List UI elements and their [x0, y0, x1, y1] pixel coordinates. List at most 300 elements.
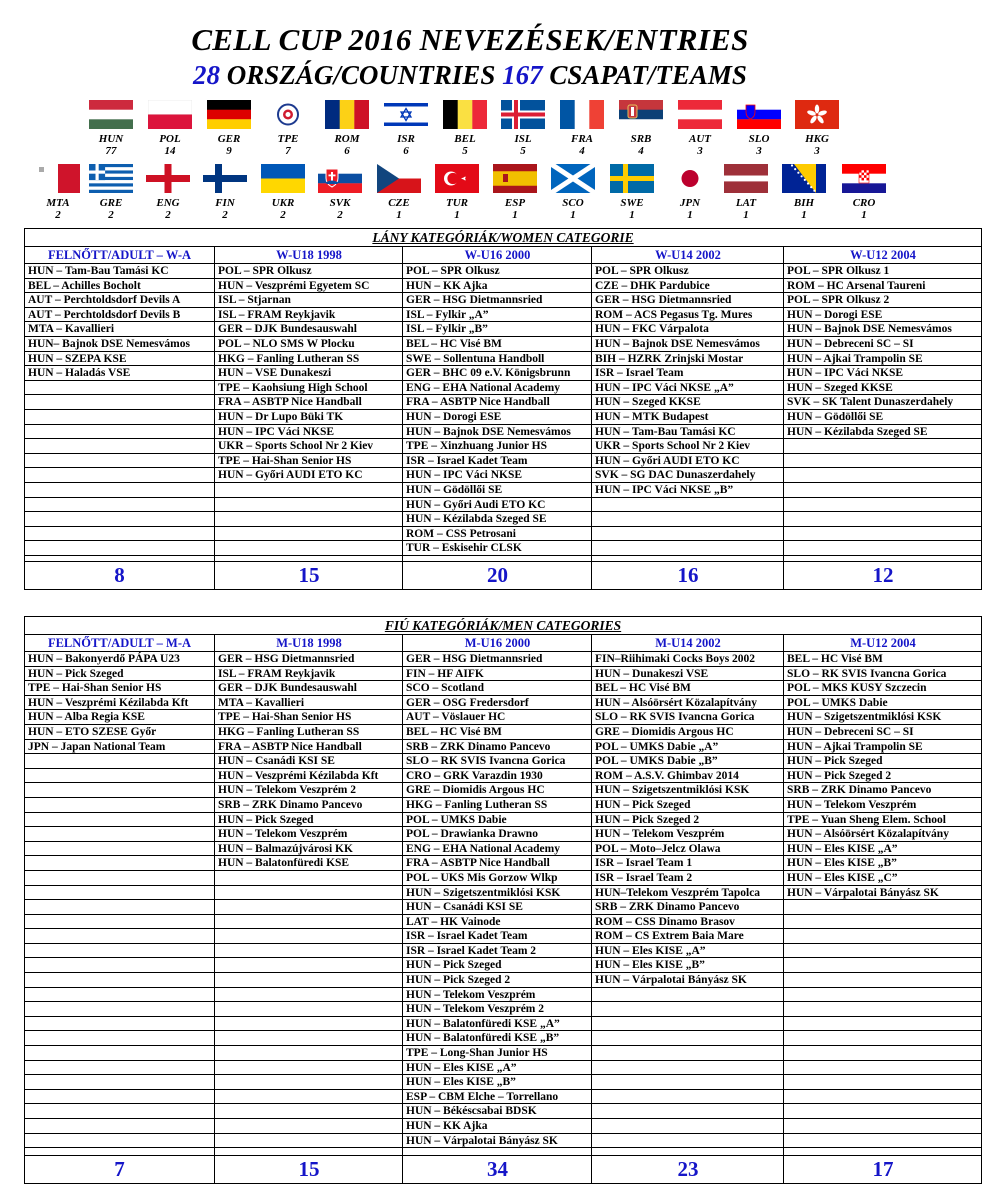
country-isr	[376, 100, 436, 157]
team-entry: JPN – Japan National Team	[25, 740, 214, 755]
teams-count: 167	[502, 60, 543, 90]
empty-cell	[592, 1002, 784, 1017]
team-entry: HUN – Ajkai Trampolin SE	[784, 352, 982, 367]
empty-cell	[784, 900, 982, 915]
team-entry: BEL – HC Visé BM	[784, 652, 982, 667]
team-count: 6	[344, 145, 350, 157]
empty-cell	[215, 886, 403, 901]
team-count: 1	[629, 209, 635, 221]
flag-ukraine-icon	[261, 164, 305, 193]
team-entry: HUN – Szigetszentmiklósi KSK	[403, 886, 592, 901]
team-entry: HUN – Eles KISE „B”	[592, 958, 784, 973]
empty-cell	[784, 1017, 982, 1032]
empty-cell	[592, 1104, 784, 1119]
country-code: POL	[159, 133, 181, 145]
empty-cell	[592, 1017, 784, 1032]
team-count: 3	[756, 145, 762, 157]
country-code: FRA	[570, 133, 593, 145]
page-subtitle	[0, 60, 940, 91]
empty-cell	[784, 498, 982, 513]
team-entry: SRB – ZRK Dinamo Pancevo	[784, 783, 982, 798]
team-entry: BEL – HC Visé BM	[403, 337, 592, 352]
team-entry: ROM – CSS Dinamo Brasov	[592, 915, 784, 930]
empty-cell	[25, 483, 214, 498]
country-bel	[435, 100, 495, 157]
team-entry: GER – DJK Bundesauswahl	[215, 322, 403, 337]
empty-cell	[784, 1119, 982, 1134]
team-entry: GRE – Diomidis Argous HC	[592, 725, 784, 740]
team-entry: UKR – Sports School Nr 2 Kiev	[592, 439, 784, 454]
country-sco	[543, 164, 603, 221]
team-entry: HUN–Telekom Veszprém Tapolca	[592, 886, 784, 901]
empty-cell	[592, 988, 784, 1003]
empty-cell	[25, 1134, 214, 1149]
country-code: TUR	[446, 197, 468, 209]
men-section-title: FIÚ KATEGÓRIÁK/MEN CATEGORIES	[25, 617, 981, 635]
team-entry: POL – MKS KUSY Szczecin	[784, 681, 982, 696]
category-total: 16	[592, 561, 784, 589]
team-count: 1	[396, 209, 402, 221]
team-entry: ROM – CSS Petrosani	[403, 527, 592, 542]
men-category-column	[783, 635, 982, 1183]
country-code: ISR	[397, 133, 415, 145]
empty-cell	[25, 527, 214, 542]
flag-austria-icon	[678, 100, 722, 129]
empty-cell	[25, 827, 214, 842]
country-code: JPN	[679, 197, 701, 209]
country-swe	[602, 164, 662, 221]
empty-cell	[25, 856, 214, 871]
empty-cell	[25, 1002, 214, 1017]
women-category-column	[25, 247, 214, 589]
empty-cell	[784, 1104, 982, 1119]
team-entry: HUN – Veszprémi Kézilabda Kft	[25, 696, 214, 711]
team-entry: HUN – Pick Szeged	[25, 667, 214, 682]
country-code: UKR	[271, 197, 295, 209]
team-entry: HUN – Telekom Veszprém	[784, 798, 982, 813]
empty-cell	[215, 512, 403, 527]
team-entry: HUN – Bajnok DSE Nemesvámos	[784, 322, 982, 337]
category-header: M-U16 2000	[403, 635, 592, 652]
team-entry: ISL – Fylkir „A”	[403, 308, 592, 323]
team-entry: HUN – Pick Szeged 2	[784, 769, 982, 784]
team-entry: HUN – Szeged KKSE	[784, 381, 982, 396]
flag-romania-icon	[325, 100, 369, 129]
men-category-column	[591, 635, 784, 1183]
empty-cell	[215, 929, 403, 944]
flag-france-icon	[560, 100, 604, 129]
team-entry: ENG – EHA National Academy	[403, 842, 592, 857]
team-entry: HUN – Telekom Veszprém	[592, 827, 784, 842]
team-entry: HUN – Győri AUDI ETO KC	[215, 468, 403, 483]
team-entry: ENG – EHA National Academy	[403, 381, 592, 396]
team-entry: HUN – Eles KISE „A”	[784, 842, 982, 857]
category-header: W-U16 2000	[403, 247, 592, 264]
country-bih	[774, 164, 834, 221]
team-entry: MTA – Kavallieri	[215, 696, 403, 711]
team-entry: HKG – Fanling Lutheran SS	[403, 798, 592, 813]
team-entry: HUN – Várpalotai Bányász SK	[592, 973, 784, 988]
empty-cell	[784, 512, 982, 527]
team-entry: TPE – Hai-Shan Senior HS	[215, 454, 403, 469]
empty-cell	[25, 1104, 214, 1119]
empty-cell	[25, 900, 214, 915]
country-code: ROM	[334, 133, 360, 145]
team-entry: TPE – Xinzhuang Junior HS	[403, 439, 592, 454]
team-entry: HUN – Debreceni SC – SI	[784, 337, 982, 352]
team-entry: HKG – Fanling Lutheran SS	[215, 352, 403, 367]
team-entry: HUN– Bajnok DSE Nemesvámos	[25, 337, 214, 352]
team-entry: SVK – SK Talent Dunaszerdahely	[784, 395, 982, 410]
flag-chinese-taipei-icon	[266, 100, 310, 129]
country-hkg	[787, 100, 847, 157]
team-entry: ROM – ACS Pegasus Tg. Mures	[592, 308, 784, 323]
team-entry: HUN – Kézilabda Szeged SE	[784, 425, 982, 440]
team-entry: HUN – Debreceni SC – SI	[784, 725, 982, 740]
team-entry: HUN – IPC Váci NKSE	[784, 366, 982, 381]
empty-cell	[25, 1061, 214, 1076]
empty-cell	[215, 541, 403, 556]
team-count: 7	[285, 145, 291, 157]
empty-cell	[784, 929, 982, 944]
flag-iceland-icon	[501, 100, 545, 129]
empty-cell	[215, 1075, 403, 1090]
countries-label: ORSZÁG/COUNTRIES	[226, 60, 496, 90]
flag-hong-kong-icon	[795, 100, 839, 129]
flag-serbia-icon	[619, 100, 663, 129]
country-ukr	[253, 164, 313, 221]
country-code: FIN	[215, 197, 235, 209]
team-entry: ISR – Israel Kadet Team 2	[403, 944, 592, 959]
team-entry: ROM – HC Arsenal Taureni	[784, 279, 982, 294]
team-entry: AUT – Perchtoldsdorf Devils A	[25, 293, 214, 308]
empty-cell	[25, 1090, 214, 1105]
men-category-column	[214, 635, 403, 1183]
team-entry: HUN – Dorogi ESE	[784, 308, 982, 323]
country-pol	[140, 100, 200, 157]
team-entry: ROM – CS Extrem Baia Mare	[592, 929, 784, 944]
empty-cell	[25, 498, 214, 513]
women-category-column	[402, 247, 592, 589]
empty-cell	[592, 1075, 784, 1090]
category-total: 7	[25, 1155, 214, 1183]
empty-cell	[25, 1031, 214, 1046]
empty-cell	[215, 871, 403, 886]
empty-cell	[215, 1017, 403, 1032]
team-entry: HUN – Várpalotai Bányász SK	[784, 886, 982, 901]
team-count: 1	[687, 209, 693, 221]
empty-cell	[784, 527, 982, 542]
empty-cell	[215, 1104, 403, 1119]
empty-cell	[592, 498, 784, 513]
empty-cell	[25, 798, 214, 813]
flag-czech-icon	[377, 164, 421, 193]
team-entry: HUN – Balatonfüredi KSE „B”	[403, 1031, 592, 1046]
team-entry: ISL – FRAM Reykjavik	[215, 667, 403, 682]
team-entry: MTA – Kavallieri	[25, 322, 214, 337]
team-entry: HUN – Pick Szeged	[592, 798, 784, 813]
women-category-column	[783, 247, 982, 589]
flag-hungary-icon	[89, 100, 133, 129]
country-gre	[81, 164, 141, 221]
country-slo	[729, 100, 789, 157]
team-entry: HUN – Pick Szeged	[784, 754, 982, 769]
category-header: W-U14 2002	[592, 247, 784, 264]
team-entry: POL – UMKS Dabie	[403, 813, 592, 828]
team-entry: SVK – SG DAC Dunaszerdahely	[592, 468, 784, 483]
flag-germany-icon	[207, 100, 251, 129]
flag-bosnia-icon	[782, 164, 826, 193]
flag-belgium-icon	[443, 100, 487, 129]
team-count: 9	[226, 145, 232, 157]
team-count: 5	[462, 145, 468, 157]
team-entry: HUN – IPC Váci NKSE „A”	[592, 381, 784, 396]
country-code: CRO	[852, 197, 876, 209]
empty-cell	[25, 754, 214, 769]
team-entry: FRA – ASBTP Nice Handball	[403, 856, 592, 871]
team-entry: FRA – ASBTP Nice Handball	[215, 740, 403, 755]
team-entry: POL – UKS Mis Gorzow Wlkp	[403, 871, 592, 886]
empty-cell	[784, 541, 982, 556]
women-categories-table	[24, 228, 982, 590]
category-total: 15	[215, 1155, 403, 1183]
team-count: 4	[579, 145, 585, 157]
team-entry: HUN – Eles KISE „A”	[592, 944, 784, 959]
team-count: 3	[697, 145, 703, 157]
country-code: AUT	[689, 133, 711, 145]
team-entry: BEL – HC Visé BM	[592, 681, 784, 696]
flag-croatia-icon	[842, 164, 886, 193]
empty-cell	[784, 1061, 982, 1076]
empty-cell	[25, 915, 214, 930]
empty-cell	[25, 944, 214, 959]
team-entry: UKR – Sports School Nr 2 Kiev	[215, 439, 403, 454]
team-entry: HUN – ETO SZESE Győr	[25, 725, 214, 740]
team-entry: BEL – Achilles Bocholt	[25, 279, 214, 294]
team-count: 2	[280, 209, 286, 221]
team-entry: GER – HSG Dietmannsried	[403, 652, 592, 667]
team-entry: FRA – ASBTP Nice Handball	[215, 395, 403, 410]
team-entry: HUN – Győri AUDI ETO KC	[592, 454, 784, 469]
country-fin	[195, 164, 255, 221]
country-code: ISL	[514, 133, 532, 145]
empty-cell	[592, 1119, 784, 1134]
country-tur	[427, 164, 487, 221]
team-entry: GER – HSG Dietmannsried	[403, 293, 592, 308]
empty-cell	[25, 988, 214, 1003]
country-cze	[369, 164, 429, 221]
team-entry: POL – UMKS Dabie „B”	[592, 754, 784, 769]
country-code: TPE	[277, 133, 299, 145]
team-entry: AUT – Vöslauer HC	[403, 710, 592, 725]
flag-sweden-icon	[610, 164, 654, 193]
team-entry: LAT – HK Vainode	[403, 915, 592, 930]
country-code: SCO	[562, 197, 584, 209]
team-entry: HUN – Veszprémi Kézilabda Kft	[215, 769, 403, 784]
country-rom	[317, 100, 377, 157]
team-entry: POL – SPR Olkusz	[403, 264, 592, 279]
empty-cell	[215, 1061, 403, 1076]
empty-cell	[215, 944, 403, 959]
team-entry: ISL – Fylkir „B”	[403, 322, 592, 337]
team-entry: HUN – Tam-Bau Tamási KC	[592, 425, 784, 440]
team-entry: HUN – Telekom Veszprém	[215, 827, 403, 842]
team-count: 2	[222, 209, 228, 221]
team-entry: TPE – Hai-Shan Senior HS	[25, 681, 214, 696]
empty-cell	[215, 1046, 403, 1061]
category-total: 17	[784, 1155, 982, 1183]
team-entry: ISL – FRAM Reykjavik	[215, 308, 403, 323]
team-entry: POL – Drawianka Drawno	[403, 827, 592, 842]
country-cro	[834, 164, 894, 221]
empty-cell	[25, 929, 214, 944]
empty-cell	[784, 944, 982, 959]
team-entry: HUN – Eles KISE „B”	[403, 1075, 592, 1090]
team-entry: SCO – Scotland	[403, 681, 592, 696]
country-code: MTA	[46, 197, 70, 209]
team-entry: ISR – Israel Kadet Team	[403, 454, 592, 469]
team-entry: SRB – ZRK Dinamo Pancevo	[403, 740, 592, 755]
team-count: 6	[403, 145, 409, 157]
team-entry: HUN – Pick Szeged 2	[592, 813, 784, 828]
team-entry: HUN – Gödöllői SE	[403, 483, 592, 498]
team-entry: HUN – Csanádi KSI SE	[215, 754, 403, 769]
team-entry: POL – NLO SMS W Plocku	[215, 337, 403, 352]
team-entry: SLO – RK SVIS Ivancna Gorica	[403, 754, 592, 769]
team-entry: HUN – Eles KISE „C”	[784, 871, 982, 886]
empty-cell	[25, 1075, 214, 1090]
empty-cell	[784, 439, 982, 454]
team-count: 4	[638, 145, 644, 157]
empty-cell	[25, 1046, 214, 1061]
team-count: 2	[55, 209, 61, 221]
empty-cell	[784, 1031, 982, 1046]
country-code: BEL	[454, 133, 476, 145]
team-entry: HUN – Eles KISE „B”	[784, 856, 982, 871]
team-entry: ROM – A.S.V. Ghimbav 2014	[592, 769, 784, 784]
country-isl	[493, 100, 553, 157]
team-entry: POL – UMKS Dabie	[784, 696, 982, 711]
team-entry: FIN–Riihimaki Cocks Boys 2002	[592, 652, 784, 667]
country-esp	[485, 164, 545, 221]
team-entry: HUN – Dorogi ESE	[403, 410, 592, 425]
team-entry: HUN – Balatonfüredi KSE „A”	[403, 1017, 592, 1032]
team-entry: ISR – Israel Team	[592, 366, 784, 381]
team-entry: HKG – Fanling Lutheran SS	[215, 725, 403, 740]
team-entry: HUN – VSE Dunakeszi	[215, 366, 403, 381]
empty-cell	[592, 527, 784, 542]
men-category-column	[25, 635, 214, 1183]
women-section-title: LÁNY KATEGÓRIÁK/WOMEN CATEGORIE	[25, 229, 981, 247]
team-count: 1	[743, 209, 749, 221]
team-entry: HUN – Szigetszentmiklósi KSK	[592, 783, 784, 798]
team-count: 2	[337, 209, 343, 221]
team-entry: POL – SPR Olkusz	[592, 264, 784, 279]
empty-cell	[592, 1061, 784, 1076]
country-code: GRE	[99, 197, 123, 209]
team-entry: SLO – RK SVIS Ivancna Gorica	[592, 710, 784, 725]
team-entry: POL – UMKS Dabie „A”	[592, 740, 784, 755]
empty-cell	[215, 988, 403, 1003]
country-lat	[716, 164, 776, 221]
team-entry: HUN – Szeged KKSE	[592, 395, 784, 410]
team-entry: HUN – Balmazújvárosi KK	[215, 842, 403, 857]
team-count: 1	[512, 209, 518, 221]
team-count: 5	[520, 145, 526, 157]
team-entry: CRO – GRK Varazdin 1930	[403, 769, 592, 784]
team-entry: HUN – Csanádi KSI SE	[403, 900, 592, 915]
team-entry: BIH – HZRK Zrinjski Mostar	[592, 352, 784, 367]
team-entry: HUN – Bakonyerdő PÁPA U23	[25, 652, 214, 667]
women-category-column	[214, 247, 403, 589]
flag-row-2	[0, 164, 1000, 234]
women-category-column	[591, 247, 784, 589]
empty-cell	[25, 381, 214, 396]
team-entry: HUN – IPC Váci NKSE „B”	[592, 483, 784, 498]
empty-cell	[25, 468, 214, 483]
empty-cell	[25, 886, 214, 901]
team-entry: HUN – Alsóörsért Közalapítvány	[784, 827, 982, 842]
team-count: 1	[570, 209, 576, 221]
team-entry: HUN – MTK Budapest	[592, 410, 784, 425]
flag-japan-icon	[668, 164, 712, 193]
team-entry: HUN – Telekom Veszprém 2	[215, 783, 403, 798]
empty-cell	[25, 512, 214, 527]
empty-cell	[215, 900, 403, 915]
team-entry: HUN – Gödöllői SE	[784, 410, 982, 425]
empty-cell	[592, 1090, 784, 1105]
empty-cell	[25, 1119, 214, 1134]
country-code: ENG	[156, 197, 180, 209]
team-count: 1	[861, 209, 867, 221]
country-code: GER	[217, 133, 241, 145]
team-entry: SRB – ZRK Dinamo Pancevo	[215, 798, 403, 813]
empty-cell	[784, 958, 982, 973]
country-mta	[28, 164, 88, 221]
empty-cell	[215, 973, 403, 988]
team-count: 1	[454, 209, 460, 221]
empty-cell	[784, 483, 982, 498]
team-entry: HUN – SZEPA KSE	[25, 352, 214, 367]
team-count: 2	[108, 209, 114, 221]
flag-spain-icon	[493, 164, 537, 193]
empty-cell	[784, 1002, 982, 1017]
empty-cell	[25, 395, 214, 410]
category-header: M-U12 2004	[784, 635, 982, 652]
empty-cell	[215, 483, 403, 498]
empty-cell	[784, 454, 982, 469]
team-entry: POL – SPR Olkusz 2	[784, 293, 982, 308]
page-title: CELL CUP 2016 NEVEZÉSEK/ENTRIES	[191, 22, 749, 57]
empty-cell	[25, 871, 214, 886]
category-total: 12	[784, 561, 982, 589]
team-entry: HUN – IPC Váci NKSE	[403, 468, 592, 483]
flag-slovakia-icon	[318, 164, 362, 193]
empty-cell	[25, 454, 214, 469]
team-entry: TPE – Hai-Shan Senior HS	[215, 710, 403, 725]
country-code: CZE	[388, 197, 410, 209]
team-entry: GER – OSG Fredersdorf	[403, 696, 592, 711]
empty-cell	[784, 1046, 982, 1061]
empty-cell	[592, 1134, 784, 1149]
empty-cell	[25, 842, 214, 857]
team-entry: TUR – Eskisehir CLSK	[403, 541, 592, 556]
team-count: 1	[801, 209, 807, 221]
category-header: FELNŐTT/ADULT – M-A	[25, 635, 214, 652]
empty-cell	[784, 1090, 982, 1105]
teams-label: CSAPAT/TEAMS	[549, 60, 747, 90]
category-total: 20	[403, 561, 592, 589]
